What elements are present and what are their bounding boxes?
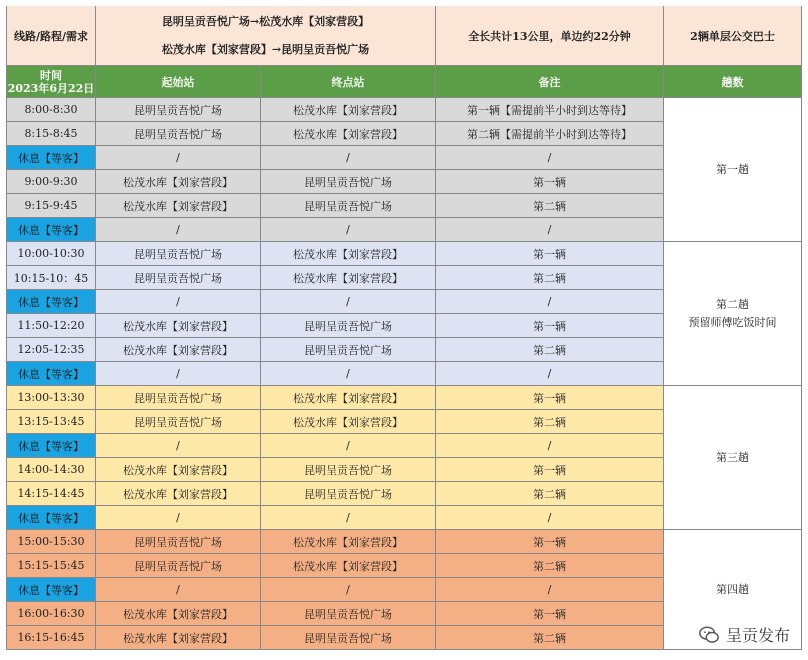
note-cell: 第一辆 <box>436 602 664 626</box>
trip-label: 第二趟 <box>716 297 749 311</box>
trip-group <box>6 530 802 650</box>
note-cell: 第一辆【需提前半小时到达等待】 <box>436 98 664 122</box>
distance-header: 全长共计13公里，单边约22分钟 <box>436 6 664 66</box>
note-cell: 第一辆 <box>436 530 664 554</box>
time-cell: 16:15-16:45 <box>6 626 96 650</box>
end-cell: 昆明呈贡吾悦广场 <box>261 626 436 650</box>
note-cell: 第一辆 <box>436 170 664 194</box>
time-cell: 13:00-13:30 <box>6 386 96 410</box>
route-line-1: 昆明呈贡吾悦广场→松茂水库【刘家营段】 <box>161 14 370 28</box>
start-cell: 昆明呈贡吾悦广场 <box>96 122 261 146</box>
time-cell: 11:50-12:20 <box>6 314 96 338</box>
note-cell: 第二辆 <box>436 410 664 434</box>
end-cell: / <box>261 506 436 530</box>
end-cell: 松茂水库【刘家营段】 <box>261 386 436 410</box>
start-cell: 松茂水库【刘家营段】 <box>96 338 261 362</box>
note-cell: 第二辆 <box>436 554 664 578</box>
note-cell: 第二辆 <box>436 338 664 362</box>
end-cell: 昆明呈贡吾悦广场 <box>261 314 436 338</box>
time-cell: 8:00-8:30 <box>6 98 96 122</box>
corner-header: 线路/路程/需求 <box>6 6 96 66</box>
trip-cell <box>664 98 802 242</box>
note-cell: 第一辆 <box>436 242 664 266</box>
trip-group <box>6 242 802 386</box>
start-cell: 昆明呈贡吾悦广场 <box>96 530 261 554</box>
wechat-icon <box>698 624 720 646</box>
time-cell: 14:00-14:30 <box>6 458 96 482</box>
time-cell: 休息【等客】 <box>6 506 96 530</box>
column-header-row <box>6 66 802 98</box>
end-cell: 松茂水库【刘家营段】 <box>261 410 436 434</box>
vehicle-header: 2辆单层公交巴士 <box>664 6 802 66</box>
start-cell: / <box>96 506 261 530</box>
time-cell: 10:15-10：45 <box>6 266 96 290</box>
end-cell: / <box>261 146 436 170</box>
time-cell: 13:15-13:45 <box>6 410 96 434</box>
trip-label: 第一趟 <box>716 162 749 176</box>
end-cell: 松茂水库【刘家营段】 <box>261 266 436 290</box>
trip-cell <box>664 386 802 530</box>
start-cell: 松茂水库【刘家营段】 <box>96 482 261 506</box>
start-cell: / <box>96 146 261 170</box>
note-cell: 第二辆 <box>436 482 664 506</box>
end-cell: / <box>261 434 436 458</box>
time-cell: 15:00-15:30 <box>6 530 96 554</box>
note-cell: 第二辆 <box>436 626 664 650</box>
end-cell: / <box>261 218 436 242</box>
table-body <box>6 98 802 650</box>
time-cell: 12:05-12:35 <box>6 338 96 362</box>
route-line-2: 松茂水库【刘家营段】→昆明呈贡吾悦广场 <box>161 42 370 56</box>
note-cell: 第二辆 <box>436 266 664 290</box>
end-cell: 昆明呈贡吾悦广场 <box>261 170 436 194</box>
note-column-header: 备注 <box>436 66 664 98</box>
start-cell: 松茂水库【刘家营段】 <box>96 194 261 218</box>
end-cell: 昆明呈贡吾悦广场 <box>261 602 436 626</box>
trip-note: 预留师傅吃饭时间 <box>688 315 777 329</box>
end-cell: 松茂水库【刘家营段】 <box>261 530 436 554</box>
time-cell: 10:00-10:30 <box>6 242 96 266</box>
note-cell: 第二辆【需提前半小时到达等待】 <box>436 122 664 146</box>
time-column-header <box>6 66 96 98</box>
start-cell: 昆明呈贡吾悦广场 <box>96 98 261 122</box>
time-cell: 休息【等客】 <box>6 362 96 386</box>
time-cell: 15:15-15:45 <box>6 554 96 578</box>
note-cell: / <box>436 506 664 530</box>
end-column-header: 终点站 <box>261 66 436 98</box>
end-cell: 昆明呈贡吾悦广场 <box>261 338 436 362</box>
end-cell: 昆明呈贡吾悦广场 <box>261 458 436 482</box>
note-cell: 第一辆 <box>436 314 664 338</box>
note-cell: / <box>436 146 664 170</box>
end-cell: 松茂水库【刘家营段】 <box>261 242 436 266</box>
schedule-table <box>6 6 802 650</box>
time-cell: 9:15-9:45 <box>6 194 96 218</box>
start-cell: 松茂水库【刘家营段】 <box>96 602 261 626</box>
start-column-header: 起始站 <box>96 66 261 98</box>
start-cell: 松茂水库【刘家营段】 <box>96 626 261 650</box>
end-cell: / <box>261 578 436 602</box>
note-cell: 第一辆 <box>436 386 664 410</box>
end-cell: 松茂水库【刘家营段】 <box>261 98 436 122</box>
time-cell: 8:15-8:45 <box>6 122 96 146</box>
header-row <box>6 6 802 66</box>
trip-label: 第四趟 <box>716 582 749 596</box>
start-cell: / <box>96 218 261 242</box>
trip-label: 第三趟 <box>716 450 749 464</box>
time-header-label: 时间 <box>40 68 62 82</box>
end-cell: 昆明呈贡吾悦广场 <box>261 194 436 218</box>
start-cell: 松茂水库【刘家营段】 <box>96 170 261 194</box>
start-cell: / <box>96 578 261 602</box>
start-cell: 昆明呈贡吾悦广场 <box>96 266 261 290</box>
watermark-text: 呈贡发布 <box>725 626 790 645</box>
trip-cell <box>664 242 802 386</box>
end-cell: 松茂水库【刘家营段】 <box>261 122 436 146</box>
watermark <box>698 623 790 646</box>
start-cell: 松茂水库【刘家营段】 <box>96 458 261 482</box>
note-cell: / <box>436 362 664 386</box>
time-cell: 休息【等客】 <box>6 146 96 170</box>
note-cell: / <box>436 434 664 458</box>
start-cell: 昆明呈贡吾悦广场 <box>96 386 261 410</box>
trip-column-header: 趟数 <box>664 66 802 98</box>
end-cell: 昆明呈贡吾悦广场 <box>261 482 436 506</box>
end-cell: 松茂水库【刘家营段】 <box>261 554 436 578</box>
start-cell: 昆明呈贡吾悦广场 <box>96 410 261 434</box>
time-cell: 休息【等客】 <box>6 290 96 314</box>
route-header <box>96 6 436 66</box>
note-cell: / <box>436 290 664 314</box>
date-header-label: 2023年6月22日 <box>7 81 95 95</box>
trip-group <box>6 98 802 242</box>
start-cell: / <box>96 290 261 314</box>
start-cell: 昆明呈贡吾悦广场 <box>96 554 261 578</box>
time-cell: 休息【等客】 <box>6 434 96 458</box>
start-cell: / <box>96 362 261 386</box>
end-cell: / <box>261 362 436 386</box>
time-cell: 休息【等客】 <box>6 578 96 602</box>
note-cell: 第一辆 <box>436 458 664 482</box>
note-cell: / <box>436 578 664 602</box>
start-cell: 松茂水库【刘家营段】 <box>96 314 261 338</box>
note-cell: 第二辆 <box>436 194 664 218</box>
note-cell: / <box>436 218 664 242</box>
start-cell: / <box>96 434 261 458</box>
time-cell: 休息【等客】 <box>6 218 96 242</box>
start-cell: 昆明呈贡吾悦广场 <box>96 242 261 266</box>
time-cell: 9:00-9:30 <box>6 170 96 194</box>
time-cell: 16:00-16:30 <box>6 602 96 626</box>
trip-group <box>6 386 802 530</box>
time-cell: 14:15-14:45 <box>6 482 96 506</box>
end-cell: / <box>261 290 436 314</box>
